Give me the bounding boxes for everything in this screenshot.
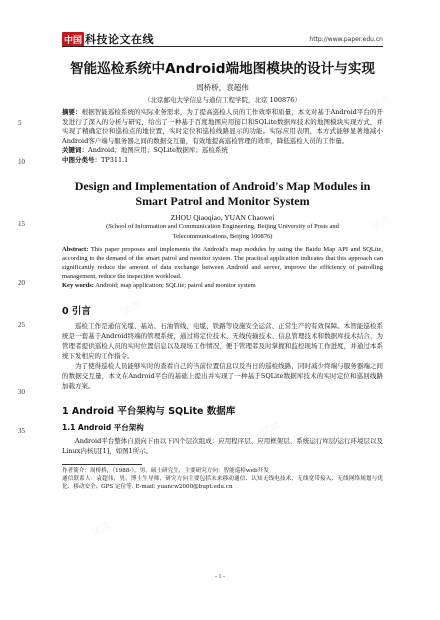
logo-badge: 中国 bbox=[62, 32, 84, 47]
line-number: 30 bbox=[18, 388, 25, 396]
line-number: 10 bbox=[18, 158, 25, 166]
chinese-authors: 周桥桥，袁超伟 bbox=[196, 83, 249, 92]
footnote-author-info: 作者简介：周桥桥，（1988-），男，硕士研究生，主要研究方向：智能巡检web开发 bbox=[62, 467, 269, 474]
page-number: - 1 - bbox=[215, 574, 225, 580]
chinese-abstract bbox=[62, 108, 383, 146]
section-heading-introduction: 0 引言 bbox=[62, 305, 91, 317]
chinese-title: 智能巡检系统中Android端地图模块的设计与实现 bbox=[69, 61, 376, 77]
english-title: Design and Implementation of Android's Map Modules in Smart Patrol and Monitor System bbox=[74, 179, 371, 208]
line-number: 15 bbox=[18, 220, 25, 228]
watermark: 试读 bbox=[369, 215, 393, 234]
english-keywords-label: Key words: bbox=[62, 282, 94, 289]
english-keywords bbox=[62, 281, 383, 291]
chinese-keywords bbox=[62, 146, 383, 156]
abstract-label: 摘要： bbox=[62, 108, 82, 116]
site-logo bbox=[62, 31, 154, 47]
clc-text: TP311.1 bbox=[101, 155, 129, 164]
site-url-link[interactable]: http://www.paper.edu.cn bbox=[309, 36, 383, 43]
line-number: 25 bbox=[18, 321, 25, 329]
english-keywords-text: Android; map application; SQLite; patrol and monitor system bbox=[95, 282, 256, 289]
page-header bbox=[0, 0, 440, 46]
line-number: 20 bbox=[18, 279, 25, 287]
paragraph: 巡检工作是通信光缆、基站、石油管线、电缆、铁路等设施安全运营、正常生产的有效保障。本智能巡检系统是一套基于Android终端的管理系统，通过将定位技术、无线传输技术、信息管理技术和数据库技术结合，为管理者提供巡检人员的实时位置信息以及现场工作情况，便于管理者及时掌握和监控现场工作进度，并通过本系统下发相应的工作指令。 bbox=[62, 321, 383, 360]
english-affiliation-line-2: Telecommunications, Beijing 100876) bbox=[172, 232, 273, 240]
watermark: 试读 bbox=[369, 95, 393, 114]
english-abstract-label: Abstract: bbox=[62, 246, 89, 253]
keywords-label: 关键词： bbox=[62, 146, 88, 154]
footnote-divider bbox=[62, 464, 142, 465]
chinese-affiliation: （北京邮电大学信息与通信工程学院，北京 100876） bbox=[144, 96, 301, 104]
english-abstract-text: This paper proposes and implements the Android's map modules by using the Baidu Map API and SQLite, according to the demand of the smart patrol and monitor system. The practical application indicates that this approach can significantly reduce the amount of data exchange between Android and server, improve the efficiency of patrolling management, reduce the inspection workload. bbox=[62, 246, 383, 280]
paragraph: 为了使得巡检人员能够实时的查看自己的当前位置信息以及当日的巡检线路，同时减少终端与服务器端之间的数据交互量，本文在Android平台的基础上提出并实现了一种基于SQLite数据库技术的实时定位和巡回线路加载方案。 bbox=[62, 361, 383, 390]
line-number: 5 bbox=[18, 119, 22, 127]
watermark: 试读 bbox=[119, 300, 143, 319]
paragraph: Android平台整体自顶向下由以下四个层次组成：应用程序层、应用框架层、系统运行库层/运行环境层以及Linux内核层[1]，如图1所示。 bbox=[62, 436, 383, 455]
abstract-text: 根据智能巡检系统的实际业务需求，为了提高巡检人员的工作效率和质量，本文对基于Android平台的开发进行了深入的分析与研究，给出了一种基于百度地图应用接口和SQLite数据库技术的地图模块实现方式，并实现了精确定位和巡检点的地位置，实时定位和巡检线路显示的功能。实际应用表明，本方式能够显著地减小Android客户端与服务器之间的数据交互量，有效地提高巡检管理的效率，降低巡检人员的工作量。 bbox=[62, 108, 383, 145]
keywords-text: Android；地图应用；SQLite数据库；巡检系统 bbox=[88, 146, 228, 154]
logo-text: 科技论文在线 bbox=[85, 33, 155, 46]
english-authors: ZHOU Qiaoqiao, YUAN Chaowei bbox=[170, 213, 275, 222]
section-heading-architecture: 1 Android 平台架构与 SQLite 数据库 bbox=[62, 405, 236, 417]
footnote-contact: 通信联系人：袁超伟，男，博士生导师，研究方向主要包括未来移动通信、认知无线电技术、无线宽带接入、无线网络规划与优化、移动安全、GPS 定位等. E-mail: yuancw2000@bupt.edu.cn bbox=[62, 475, 383, 490]
line-number: 35 bbox=[18, 427, 25, 435]
clc-number bbox=[62, 156, 383, 166]
clc-label: 中图分类号： bbox=[62, 155, 101, 164]
english-affiliation-line-1: (School of Information and Communication Engineering, Beijing University of Posts and bbox=[106, 223, 339, 230]
subsection-heading: 1.1 Android 平台架构 bbox=[62, 422, 144, 432]
watermark: 试读 bbox=[89, 520, 113, 539]
watermark: 试读 bbox=[259, 420, 283, 439]
english-abstract bbox=[62, 245, 383, 281]
header-divider bbox=[62, 46, 383, 47]
paper-body bbox=[62, 52, 383, 491]
